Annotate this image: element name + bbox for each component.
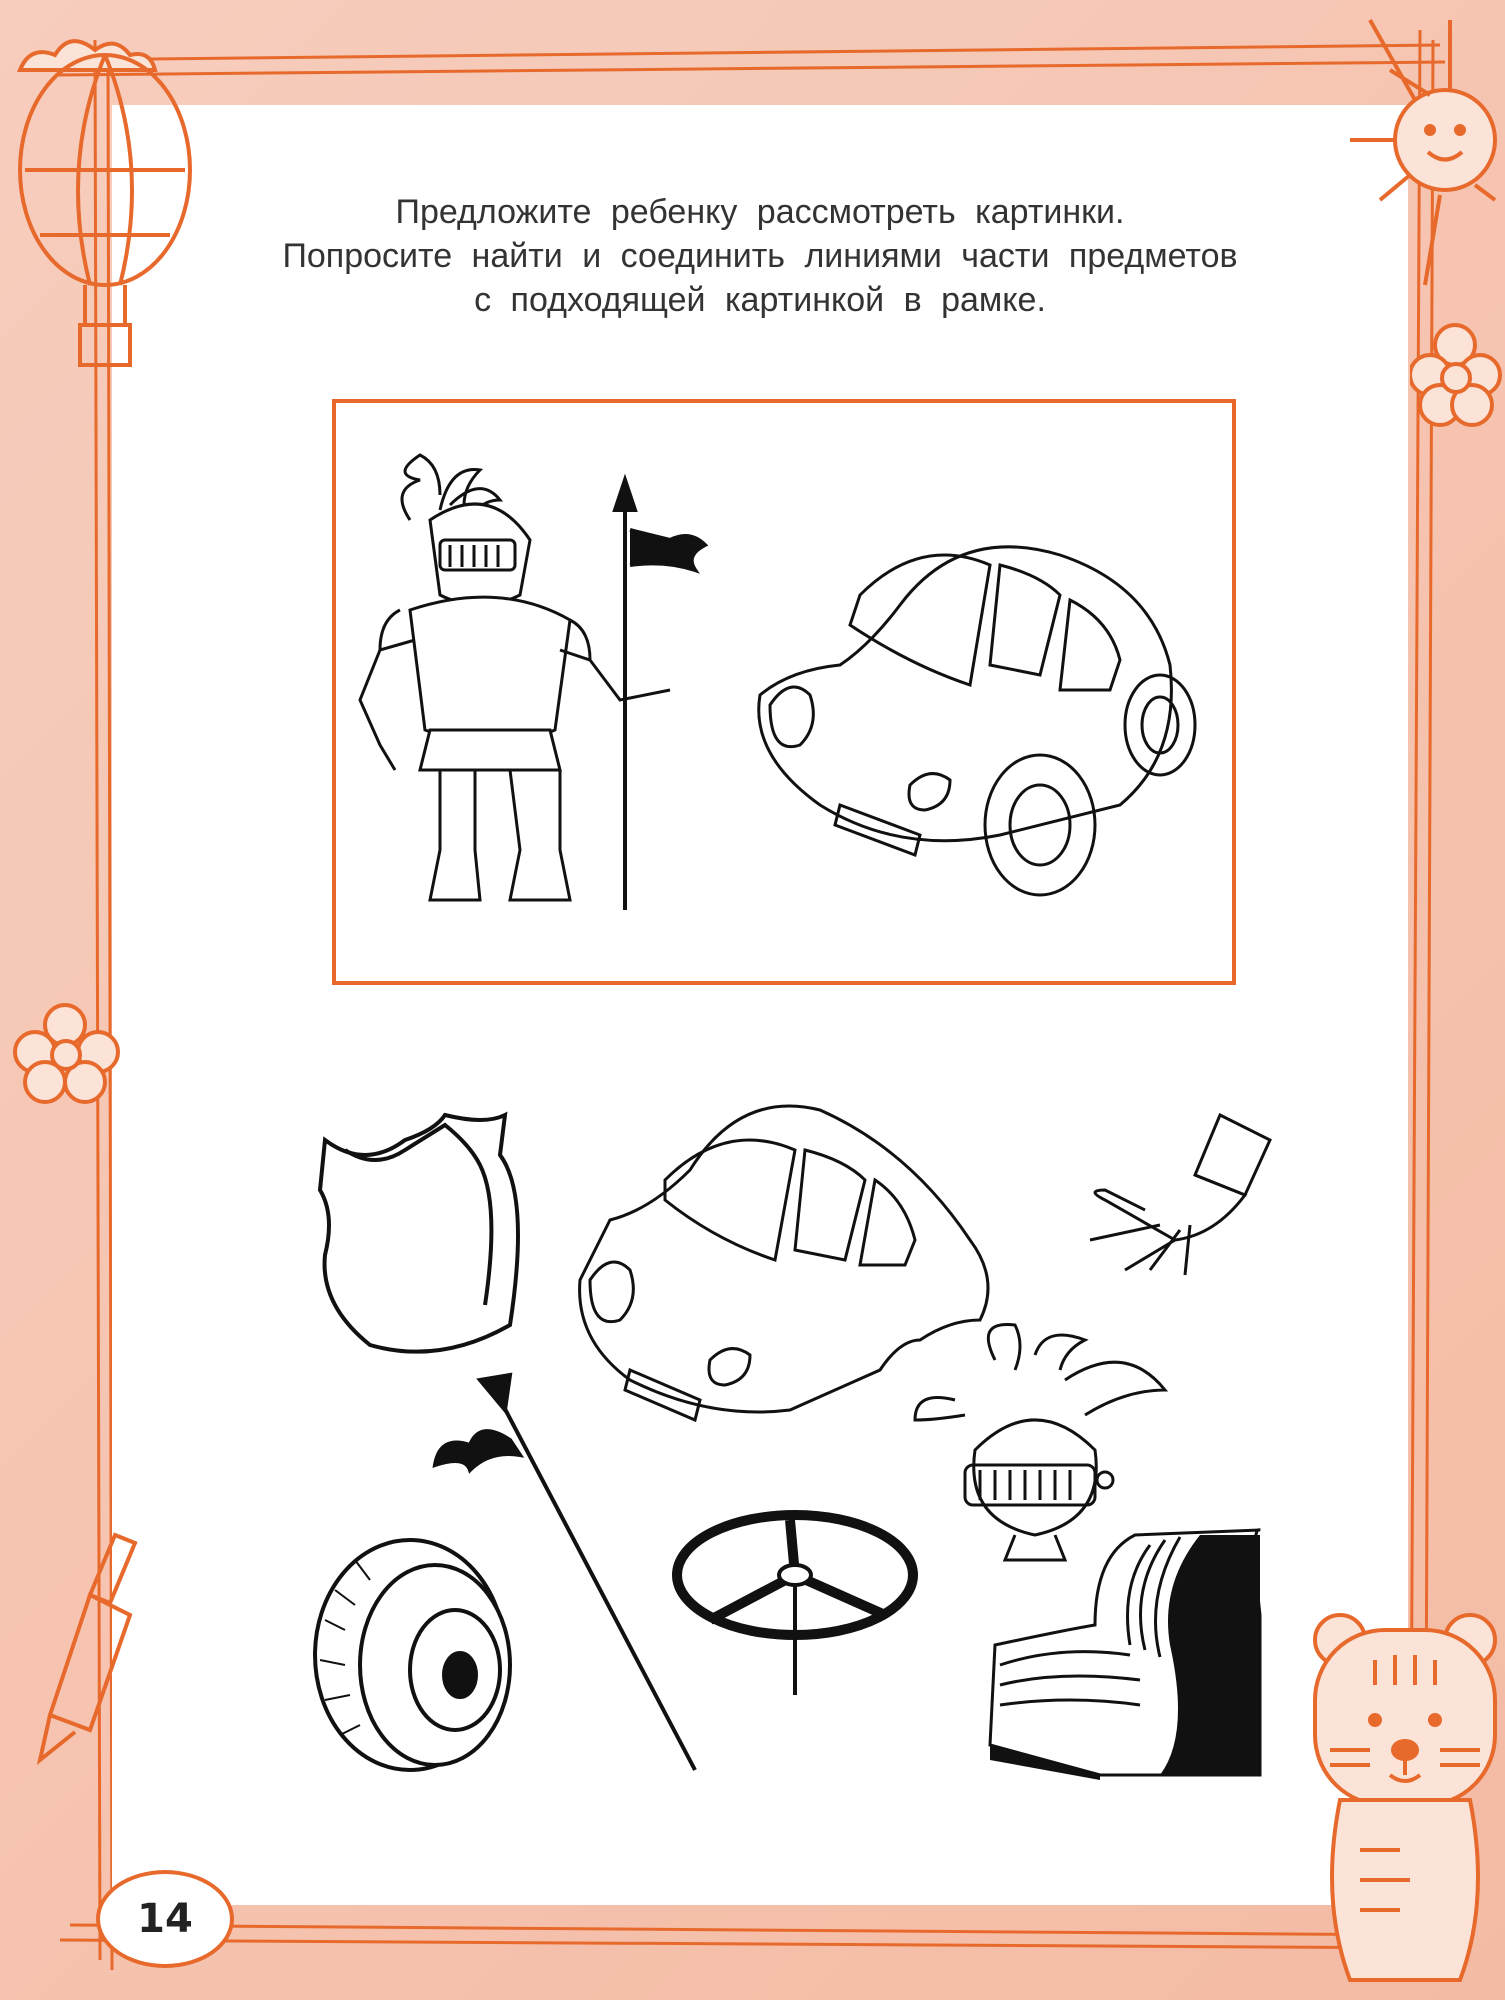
instruction-line: Попросите найти и соединить линиями части предметов	[282, 237, 1238, 275]
breastplate-icon	[305, 1110, 520, 1360]
car-seat-icon	[985, 1525, 1275, 1780]
tiger-icon	[1300, 1600, 1505, 2000]
page-number: 14	[137, 1896, 193, 1942]
instruction-line: с подходящей картинкой в рамке.	[474, 281, 1046, 319]
instruction-text	[170, 190, 1350, 322]
tire-icon	[305, 1530, 535, 1780]
sun-icon	[1330, 0, 1505, 290]
car-icon	[740, 525, 1210, 925]
knight-icon	[340, 450, 730, 920]
page-number-badge	[96, 1870, 234, 1968]
steering-wheel-icon	[665, 1505, 930, 1715]
instruction-line: Предложите ребенку рассмотреть картинки.	[395, 193, 1125, 231]
pencil-icon	[30, 1530, 140, 1780]
flower-icon	[1410, 320, 1505, 430]
gauntlet-icon	[1080, 1110, 1280, 1285]
flower-icon	[10, 1000, 130, 1110]
